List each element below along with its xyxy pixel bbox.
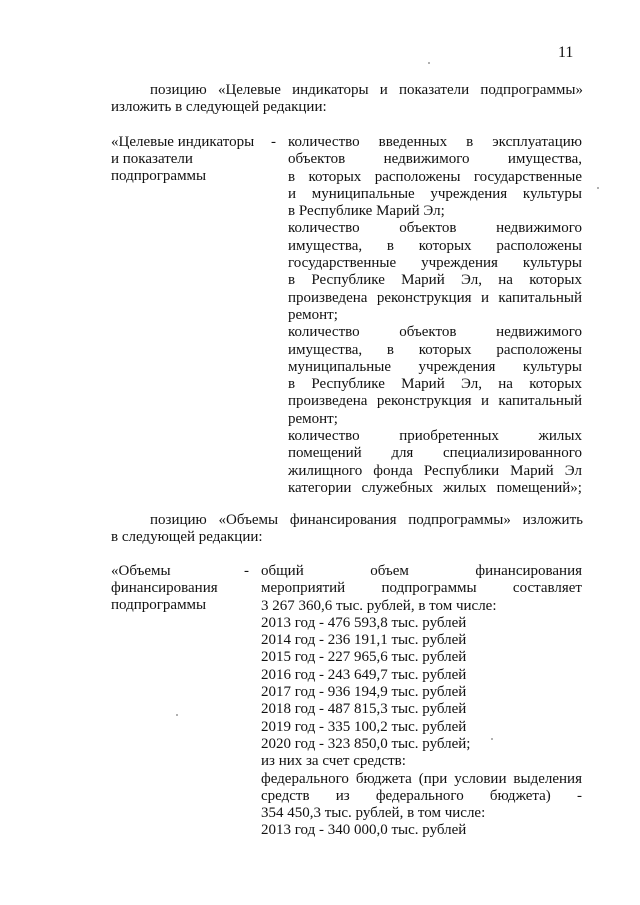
word: реконструкция	[376, 393, 472, 410]
scan-speck	[428, 62, 430, 64]
value-line	[288, 393, 582, 410]
word: расположены	[496, 237, 582, 254]
value-line	[261, 649, 582, 666]
value-line	[288, 342, 582, 359]
value-line	[261, 598, 582, 615]
label-line: «Объемы	[111, 563, 171, 579]
value-line	[261, 615, 582, 632]
word: Республики	[423, 462, 500, 479]
word: в	[386, 237, 394, 254]
word: капитальный	[498, 393, 582, 410]
word: количество	[288, 428, 360, 445]
value-line	[261, 632, 582, 649]
value-line	[261, 771, 582, 788]
value-line	[288, 220, 582, 237]
paragraph-intro-indicators	[150, 82, 583, 99]
value-line	[288, 290, 582, 307]
block1-dash: -	[271, 134, 276, 150]
word: введенных	[378, 134, 448, 150]
paragraph-line	[150, 512, 583, 529]
word: которых	[308, 168, 362, 185]
value-line	[261, 753, 582, 770]
value-line	[261, 822, 582, 839]
scan-speck	[491, 738, 493, 740]
label-line: и показатели	[111, 151, 193, 167]
word: расположены	[374, 168, 461, 185]
word: Республике	[311, 272, 385, 289]
value-line	[288, 238, 582, 255]
value-line	[261, 667, 582, 684]
word: на	[498, 376, 513, 393]
word: которых	[418, 237, 472, 254]
word: объектов	[288, 151, 346, 168]
value-line	[288, 169, 582, 186]
paragraph-line	[150, 82, 583, 99]
value-line	[288, 359, 582, 376]
word: индикаторы	[292, 82, 369, 98]
word: специализированного	[442, 445, 582, 462]
word: жилых	[443, 479, 487, 496]
word: культуры	[522, 185, 582, 202]
word: общий	[261, 563, 304, 579]
block1-values	[288, 134, 582, 497]
word: капитальный	[498, 289, 582, 306]
paragraph-intro-financing-cont	[111, 529, 583, 546]
paragraph-line: в следующей редакции:	[111, 529, 263, 545]
word: 2019 год - 335 100,2 тыс. рублей	[261, 718, 467, 735]
label-line: финансирования	[111, 580, 218, 596]
word: 3 267 360,6 тыс. рублей, в том числе:	[261, 597, 497, 614]
word: бюджета	[355, 770, 412, 787]
word: которых	[529, 376, 582, 393]
word: помещений	[288, 445, 362, 462]
word: объектов	[399, 324, 457, 341]
word: подпрограммы»	[408, 512, 511, 528]
word: подпрограммы»	[480, 82, 583, 98]
word: составляет	[512, 580, 582, 597]
word: имущества,	[288, 237, 363, 254]
block2-dash: -	[244, 563, 249, 579]
value-line	[288, 428, 582, 445]
word: 2017 год - 936 194,9 тыс. рублей	[261, 684, 467, 701]
word: 2015 год - 227 965,6 тыс. рублей	[261, 649, 467, 666]
word: объем	[370, 563, 409, 579]
word: произведена	[288, 289, 368, 306]
word: культуры	[522, 358, 582, 375]
word: 2013 год - 340 000,0 тыс. рублей	[261, 822, 467, 839]
word: средств	[261, 787, 310, 804]
word: жилищного	[288, 462, 363, 479]
scan-speck	[597, 187, 599, 189]
scan-speck	[176, 714, 178, 716]
block2-values	[261, 563, 582, 840]
word: недвижимого	[496, 220, 582, 237]
value-line	[288, 255, 582, 272]
block1-label	[111, 134, 254, 185]
word: показатели	[398, 82, 470, 98]
word: государственные	[473, 168, 582, 185]
label-line: подпрограммы	[111, 597, 207, 613]
word: категории	[288, 479, 352, 496]
word: 2014 год - 236 191,1 тыс. рублей	[261, 632, 467, 649]
paragraph-intro-financing	[150, 512, 583, 529]
word: в	[288, 376, 296, 393]
word: в	[386, 341, 394, 358]
word: Республике	[311, 376, 385, 393]
value-line	[261, 684, 582, 701]
word: условии	[454, 770, 507, 787]
word: Марий	[401, 272, 445, 289]
value-line	[261, 563, 582, 580]
value-line	[288, 324, 582, 341]
word: произведена	[288, 393, 368, 410]
word: количество	[288, 220, 360, 237]
word: «Целевые	[217, 82, 281, 98]
word: изложить	[522, 512, 583, 528]
value-line	[288, 203, 582, 220]
word: 2018 год - 487 815,3 тыс. рублей	[261, 701, 467, 718]
word: муниципальные	[311, 185, 415, 202]
word: в	[466, 134, 474, 150]
value-line	[288, 480, 582, 497]
paragraph-intro-indicators-cont	[111, 99, 583, 116]
word: Эл,	[461, 376, 482, 393]
word: Эл,	[461, 272, 482, 289]
word: Марий	[510, 462, 554, 479]
page-number: 11	[558, 44, 574, 61]
word: на	[498, 272, 513, 289]
label-line: «Целевые индикаторы	[111, 134, 255, 150]
word: служебных	[361, 479, 433, 496]
value-line	[261, 736, 582, 753]
word: имущества,	[288, 341, 363, 358]
value-line	[261, 719, 582, 736]
word: бюджета)	[489, 787, 551, 804]
word: мероприятий	[261, 580, 346, 597]
value-line	[288, 307, 582, 324]
word: расположены	[496, 341, 582, 358]
value-line	[261, 788, 582, 805]
word: «Объемы	[218, 512, 279, 528]
word: 2020 год - 323 850,0 тыс. рублей;	[261, 735, 471, 752]
value-line	[288, 445, 582, 462]
paragraph-line: изложить в следующей редакции:	[111, 99, 327, 115]
word: из	[335, 787, 350, 804]
value-line	[288, 272, 582, 289]
word: учреждения	[421, 255, 498, 272]
word: финансирования	[475, 563, 582, 579]
word: эксплуатацию	[492, 134, 582, 150]
word: ремонт;	[288, 410, 338, 427]
value-line	[288, 151, 582, 168]
word: государственные	[288, 255, 397, 272]
word: ремонт;	[288, 306, 338, 323]
word: учреждения	[418, 358, 496, 375]
word: и	[288, 185, 297, 202]
value-line	[288, 411, 582, 428]
value-line	[288, 376, 582, 393]
word: подпрограммы	[381, 580, 477, 597]
word: учреждения	[430, 185, 508, 202]
word: 2016 год - 243 649,7 тыс. рублей	[261, 666, 467, 683]
word: фонда	[373, 462, 413, 479]
word: реконструкция	[376, 289, 472, 306]
word: федерального	[375, 787, 464, 804]
word: в Республике Марий Эл;	[288, 203, 445, 220]
word: в	[288, 168, 296, 185]
word: (при	[418, 770, 448, 787]
word: 354 450,3 тыс. рублей, в том числе:	[261, 805, 486, 822]
word: -	[576, 787, 582, 804]
value-line	[261, 701, 582, 718]
word: для	[391, 445, 414, 462]
value-line	[288, 134, 582, 151]
word: объектов	[399, 220, 457, 237]
word: которых	[418, 341, 472, 358]
value-line	[261, 580, 582, 597]
word: количество	[288, 324, 360, 341]
word: приобретенных	[399, 428, 499, 445]
word: и	[480, 289, 489, 306]
word: имущества,	[507, 151, 582, 168]
word: 2013 год - 476 593,8 тыс. рублей	[261, 614, 467, 631]
label-line: подпрограммы	[111, 168, 207, 184]
word: недвижимого	[383, 151, 470, 168]
word: культуры	[522, 255, 582, 272]
value-line	[261, 805, 582, 822]
word: и	[480, 393, 489, 410]
word: помещений»;	[496, 479, 582, 496]
word: федерального	[261, 770, 349, 787]
word: из них за счет средств:	[261, 753, 406, 770]
word: и	[379, 82, 388, 98]
word: позицию	[150, 512, 207, 528]
word: позицию	[150, 82, 207, 98]
value-line	[288, 186, 582, 203]
word: жилых	[538, 428, 582, 445]
word: финансирования	[289, 512, 397, 528]
word: Марий	[401, 376, 445, 393]
word: количество	[288, 134, 360, 150]
value-line	[288, 463, 582, 480]
word: в	[288, 272, 296, 289]
word: Эл	[564, 462, 582, 479]
word: муниципальные	[288, 358, 392, 375]
word: которых	[529, 272, 582, 289]
word: выделения	[513, 770, 582, 787]
word: недвижимого	[496, 324, 582, 341]
block2-label	[111, 563, 218, 614]
